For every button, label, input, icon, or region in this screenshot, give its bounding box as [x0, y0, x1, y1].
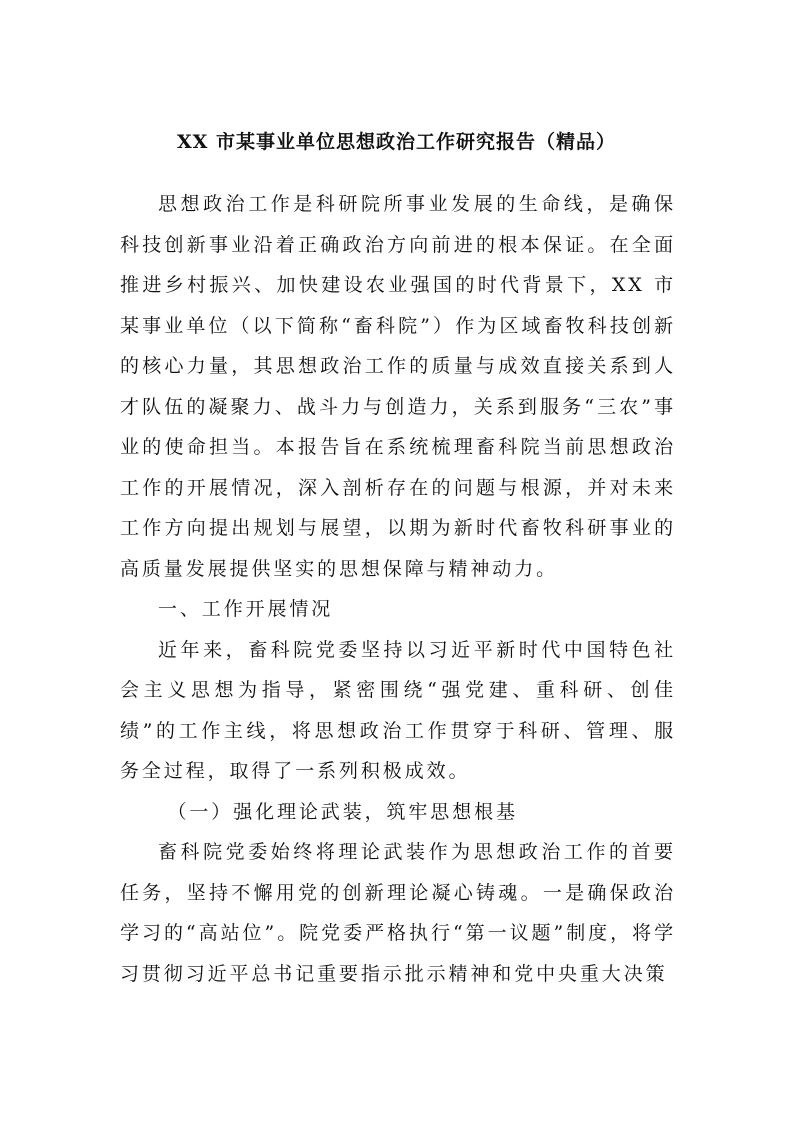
intro-paragraph: 思想政治工作是科研院所事业发展的生命线，是确保科技创新事业沿着正确政治方向前进的根本保证。在全面推进乡村振兴、加快建设农业强国的时代背景下，XX 市某事业单位（以下简称“畜科院”）作为区域畜牧科技创新的核心力量，其思想政治工作的质量与成效直接关系到人才队伍的凝聚力、战斗力与创造力，关系到服务“三农”事业的使命担当。本报告旨在系统梳理畜科院当前思想政治工作的开展情况，深入剖析存在的问题与根源，并对未来工作方向提出规划与展望，以期为新时代畜牧科研事业的高质量发展提供坚实的思想保障与精神动力。 [120, 193, 676, 580]
section-paragraph-work-status: 近年来，畜科院党委坚持以习近平新时代中国特色社会主义思想为指导，紧密围绕“强党建、重科研、创佳绩”的工作主线，将思想政治工作贯穿于科研、管理、服务全过程，取得了一系列积极成效。 [120, 638, 676, 782]
section-heading-work-status: 一、工作开展情况 [158, 598, 334, 620]
document-title: XX 市某事业单位思想政治工作研究报告（精品） [176, 131, 617, 153]
subsection-paragraph-theory: 畜科院党委始终将理论武装作为思想政治工作的首要任务，坚持不懈用党的创新理论凝心铸魂。一是确保政治学习的“高站位”。院党委严格执行“第一议题”制度，将学习贯彻习近平总书记重要指示批示精神和党中央重大决策 [120, 841, 676, 985]
document-body [120, 184, 676, 994]
subsection-heading-theory: （一）强化理论武装，筑牢思想根基 [167, 800, 518, 823]
